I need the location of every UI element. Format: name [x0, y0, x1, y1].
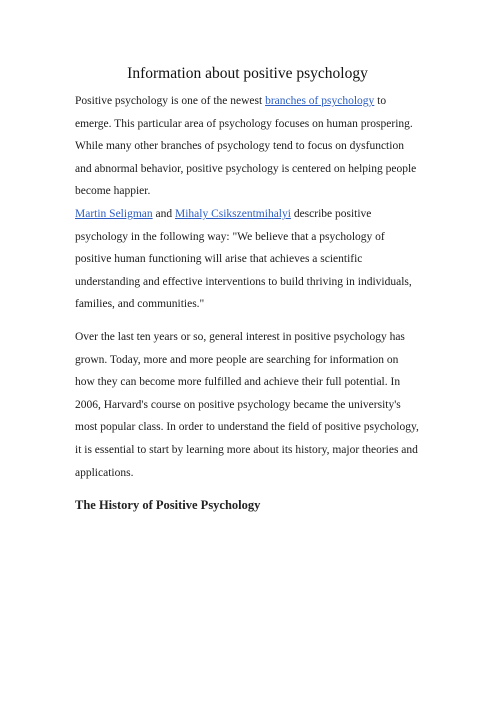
definition-text-and: and: [152, 207, 175, 220]
intro-paragraph: [75, 90, 420, 203]
intro-text-start: Positive psychology is one of the newest: [75, 95, 266, 107]
history-heading: The History of Positive Psychology: [75, 498, 261, 513]
intro-text-end: to emerge. This particular area of psychology focuses on human prospering. While many other branches of psychology tend to focus on dysfunction and abnormal behavior, positive psychology is centered on helping people become happier.: [75, 95, 417, 198]
definition-text-quote: describe positive psychology in the following way: "We believe that a psychology of positive human functioning will arise that achieves a scientific understanding and effective interventions to build thriving in individuals, families, and communities.": [75, 207, 412, 311]
martin-seligman-link[interactable]: Martin Seligman: [75, 207, 153, 220]
branches-of-psychology-link[interactable]: branches of psychology: [265, 95, 375, 107]
interest-paragraph: Over the last ten years or so, general interest in positive psychology has grown. Today, more and more people are searching for information on how they can become more fulfilled and achieve their full potential. In 2006, Harvard's course on positive psychology became the university's most popular class. In order to understand the field of positive psychology, it is essential to start by learning more about its history, major theories and applications.: [75, 330, 419, 479]
definition-paragraph: [75, 203, 420, 316]
page-title: Information about positive psychology: [127, 65, 368, 82]
mihaly-csikszentmihalyi-link[interactable]: Mihaly Csikszentmihalyi: [174, 207, 291, 220]
